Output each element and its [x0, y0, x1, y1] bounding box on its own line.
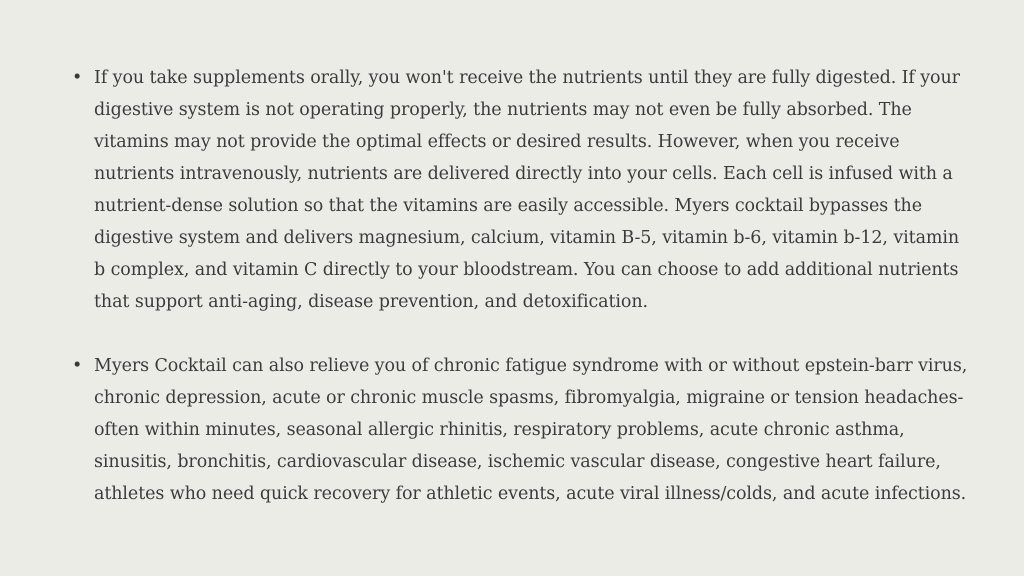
bullet-list	[72, 62, 972, 510]
bullet-item	[72, 350, 972, 510]
bullet-text: Myers Cocktail can also relieve you of chronic fatigue syndrome with or without epstein-barr virus, chronic depression, acute or chronic muscle spasms, fibromyalgia, migraine or tension headaches-often within minutes, seasonal allergic rhinitis, respiratory problems, acute chronic asthma, sinusitis, bronchitis, cardiovascular disease, ischemic vascular disease, congestive heart failure, athletes who need quick recovery for athletic events, acute viral illness/colds, and acute infections.	[94, 356, 968, 504]
bullet-item	[72, 62, 972, 318]
bullet-marker: •	[72, 68, 83, 88]
bullet-marker: •	[72, 356, 83, 376]
bullet-text: If you take supplements orally, you won't receive the nutrients until they are fully digested. If your digestive system is not operating properly, the nutrients may not even be fully absorbed. The vitamins may not provide the optimal effects or desired results. However, when you receive nutrients intravenously, nutrients are delivered directly into your cells. Each cell is infused with a nutrient-dense solution so that the vitamins are easily accessible. Myers cocktail bypasses the digestive system and delivers magnesium, calcium, vitamin B-5, vitamin b-6, vitamin b-12, vitamin b complex, and vitamin C directly to your bloodstream. You can choose to add additional nutrients that support anti-aging, disease prevention, and detoxification.	[94, 68, 960, 312]
